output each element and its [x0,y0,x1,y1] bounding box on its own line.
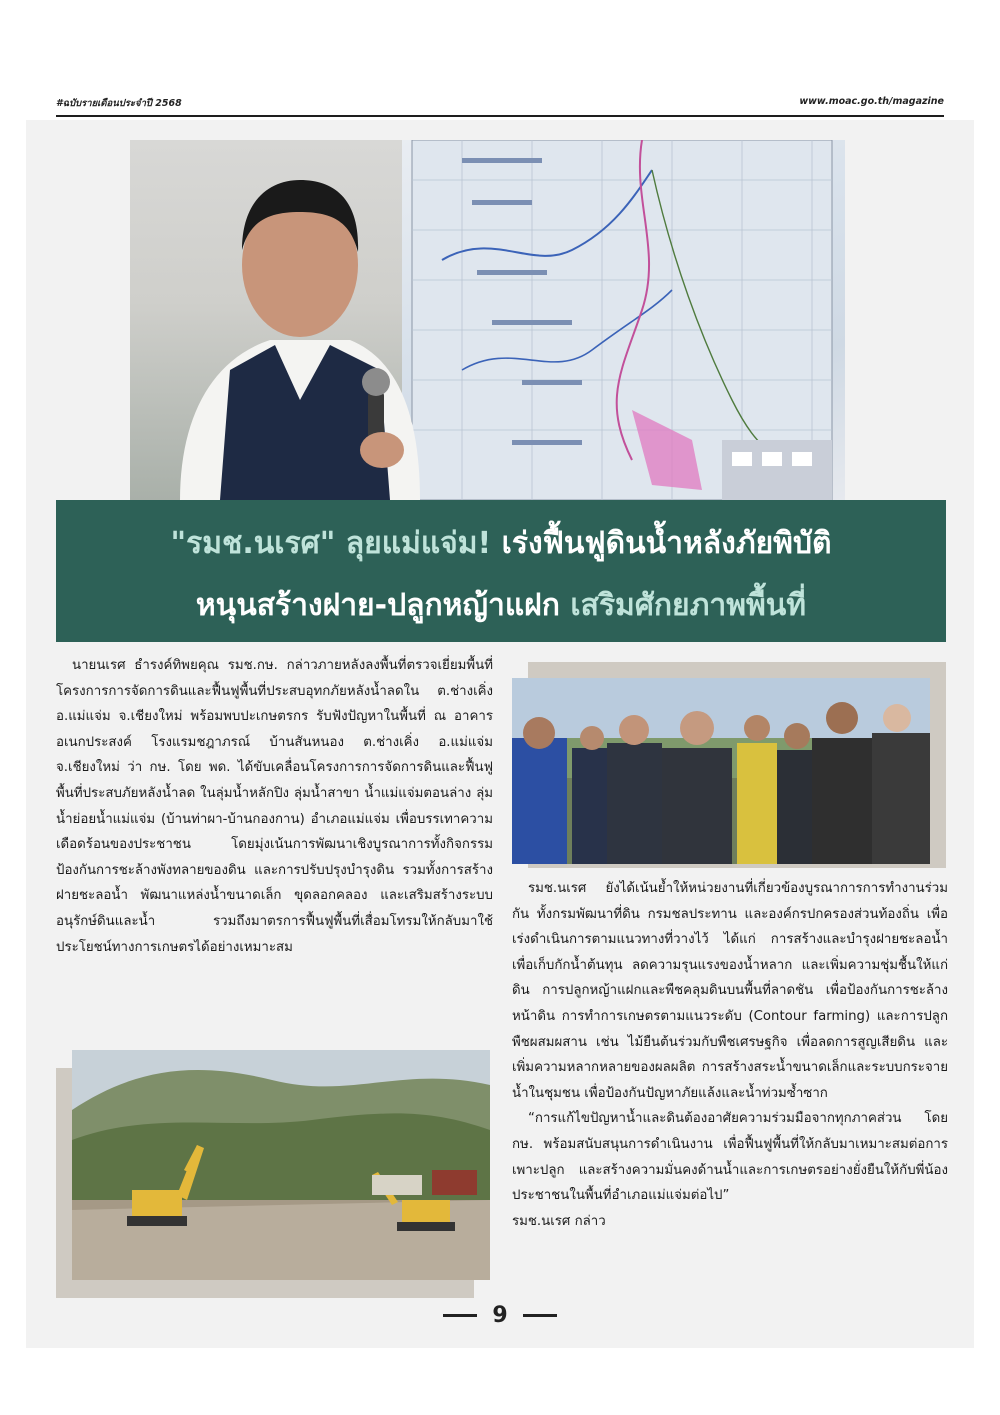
hero-photo [130,140,845,500]
issue-label: #ฉบับรายเดือนประจำปี 2568 [56,98,182,109]
quote-paragraph: “การแก้ไขปัญหาน้ำและดินต้องอาศัยความร่วมมือจากทุกภาคส่วน โดย กษ. พร้อมสนับสนุนการดำเนินงาน เพื่อฟื้นฟูพื้นที่ให้กลับมาเหมาะสมต่อการเพาะปลูก และสร้างความมั่นคงด้านน้ำและการเกษตรอย่างยั่งยืนให้กับพี่น้องประชาชนในพื้นที่อำเภอแม่แจ่มต่อไป” [512,1111,948,1204]
map-drawing [402,140,845,500]
map-board [402,140,845,500]
headline-banner [56,500,946,642]
left-column [56,653,493,960]
right-column [512,876,948,1234]
excavator-photo [72,1050,490,1280]
headline-text: เร่งฟื้นฟูดินน้ำหลังภัยพิบัติ [491,526,832,561]
headline-line-1 [56,520,946,567]
headline-emphasis: เสริมศักยภาพพื้นที่ [570,588,807,623]
paragraph: นายนเรศ ธำรงค์ทิพยคุณ รมช.กษ. กล่าวภายหลังลงพื้นที่ตรวจเยี่ยมพื้นที่โครงการการจัดการดินและฟื้นฟูพื้นที่ประสบอุทกภัยหลังน้ำลดใน ต.ช่างเคิ่ง อ.แม่แจ่ม จ.เชียงใหม่ พร้อมพบปะเกษตรกร รับฟังปัญหาในพื้นที่ ณ อาคารอเนกประสงค์ โรงแรมชฎาภรณ์ บ้านสันหนอง ต.ช่างเคิ่ง อ.แม่แจ่ม จ.เชียงใหม่ ว่า กษ. โดย พด. ได้ขับเคลื่อนโครงการการจัดการดินและฟื้นฟูพื้นที่ประสบภัยหลังน้ำลด ในลุ่มน้ำหลักปิง ลุ่มน้ำสาขา น้ำแม่แจ่มตอนล่าง ลุ่มน้ำย่อยน้ำแม่แจ่ม (บ้านท่าผา-บ้านกองกาน) อำเภอแม่แจ่ม เพื่อบรรเทาความเดือดร้อนของประชาชน โดยมุ่งเน้นการพัฒนาเชิงบูรณาการทั้งกิจกรรม ป้องกันการชะล้างพังทลายของดิน และการปรับปรุงบำรุงดิน รวมทั้งการสร้างฝายชะลอน้ำ พัฒนาแหล่งน้ำขนาดเล็ก ขุดลอกคลอง และเสริมสร้างระบบอนุรักษ์ดินและน้ำ รวมถึงมาตรการฟื้นฟูพื้นที่เสื่อมโทรมให้กลับมาใช้ประโยชน์ทางการเกษตรได้อย่างเหมาะสม [56,658,493,955]
excavator-photo-drawing [72,1050,490,1280]
headline-line-2 [56,582,946,629]
website-url: www.moac.go.th/magazine [799,96,944,107]
speaker-figure [150,160,450,500]
officials-photo [512,678,930,864]
paragraph: รมช.นเรศ ยังได้เน้นย้ำให้หน่วยงานที่เกี่ยวข้องบูรณาการการทำงานร่วมกัน ทั้งกรมพัฒนาที่ดิน กรมชลประทาน และองค์กรปกครองส่วนท้องถิ่น เพื่อเร่งดำเนินการตามแนวทางที่วางไว้ ได้แก่ การสร้างและบำรุงฝายชะลอน้ำ เพื่อเก็บกักน้ำต้นทุน ลดความรุนแรงของน้ำหลาก และเพิ่มความชุ่มชื้นให้แก่ดิน การปลูกหญ้าแฝกและพืชคลุมดินบนพื้นที่ลาดชัน เพื่อป้องกันการชะล้างหน้าดิน การทำการเกษตรตามแนวระดับ (Contour farming) และการปลูกพืชผสมผสาน เช่น ไม้ยืนต้นร่วมกับพืชเศรษฐกิจ เพื่อลดการสูญเสียดิน และเพิ่มความหลากหลายของผลผลิต การสร้างสระน้ำขนาดเล็กและระบบกระจายน้ำในชุมชน เพื่อป้องกันปัญหาภัยแล้งและน้ำท่วมซ้ำซาก [512,881,948,1101]
footer-dash [443,1314,477,1317]
officials-photo-drawing [512,678,930,864]
page-number: 9 [492,1303,508,1328]
headline-text: หนุนสร้างฝาย-ปลูกหญ้าแฝก [195,588,571,623]
quote-attribution: รมช.นเรศ กล่าว [512,1213,606,1229]
footer-dash [523,1314,557,1317]
headline-emphasis: "รมช.นเรศ" ลุยแม่แจ่ม! [170,526,492,561]
page-footer [0,1303,1000,1328]
header-rule [56,115,944,117]
